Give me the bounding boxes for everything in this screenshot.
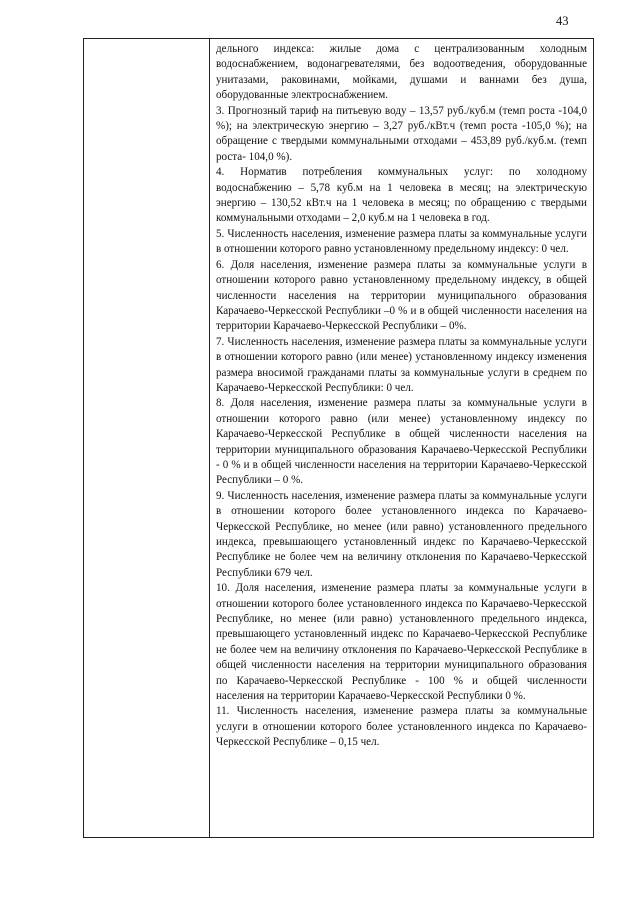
paragraph-6-share-equal-index: 6. Доля населения, изменение размера платы за коммунальные услуги в отношении которого равно установленному предельному индексу, в общей численности населения на территории муниципального образования Карачаево-Черкесской Республики –0 % и в общей численности населения на территории Карачаево-Черкесской Республики – 0%. (216, 258, 587, 333)
paragraph-9-population-above-index: 9. Численность населения, изменение размера платы за коммунальные услуги в отношении которого более установленного индекса по Карачаево-Черкесской Республике, но менее (или равно) установленного предельного индекса, превышающего установленный индекс по Карачаево-Черкесской Республике не более чем на величину отклонения по Карачаево-Черкесской Республики 679 чел. (216, 489, 587, 579)
paragraph-7-population-average-index: 7. Численность населения, изменение размера платы за коммунальные услуги в отношении которого равно (или менее) установленному индексу изменения размера вносимой гражданами платы за коммунальные услуги в среднем по Карачаево-Черкесской Республики: 0 чел. (216, 335, 587, 394)
paragraph-5-population-equal-index: 5. Численность населения, изменение размера платы за коммунальные услуги в отношении которого равно установленному предельному индексу: 0 чел. (216, 227, 587, 256)
table-left-cell (84, 39, 210, 837)
table-right-cell (210, 39, 593, 837)
paragraph-continuation: дельного индекса: жилые дома с централизованным холодным водоснабжением, водонагревателями, без водоотведения, оборудованные унитазами, раковинами, мойками, душами и ваннами без душа, оборудованные электроснабжением. (216, 43, 587, 102)
document-table (83, 38, 594, 838)
paragraph-8-share-average-index: 8. Доля населения, изменение размера платы за коммунальные услуги в отношении которого равно (или менее) установленному индексу по Карачаево-Черкесской Республике в общей численности населения на территории муниципального образования Карачаево-Черкесской Республики - 0 % и в общей численности населения на территории Карачаево-Черкесской Республики – 0 %. (216, 397, 587, 487)
paragraph-4-consumption-norm: 4. Норматив потребления коммунальных услуг: по холодному водоснабжению – 5,78 куб.м на 1 человека в месяц; на электрическую энергию – 130,52 кВт.ч на 1 человека в месяц; по обращению с твердыми коммунальными отходами – 2,0 куб.м на 1 человека в год. (216, 166, 587, 225)
page-number: 43 (556, 14, 569, 28)
paragraph-3-forecast-tariff: 3. Прогнозный тариф на питьевую воду – 13,57 руб./куб.м (темп роста -104,0 %); на электрическую энергию – 3,27 руб./кВт.ч (темп роста -105,0 %); на обращение с твердыми коммунальными отходами – 453,89 руб./куб.м. (темп роста- 104,0 %). (216, 104, 587, 163)
paragraph-10-share-above-index: 10. Доля населения, изменение размера платы за коммунальные услуги в отношении которого более установленного индекса по Карачаево-Черкесской Республике, но менее (или равно) установленного предельного индекса, превышающего установленный индекс по Карачаево-Черкесской Республике не более чем на величину отклонения по Карачаево-Черкесской Республике в общей численности населения на территории муниципального образования по Карачаево-Черкесской Республике - 100 % и общей численности населения на территории Карачаево-Черкесской Республики 0 %. (216, 582, 587, 703)
paragraph-11-population-above-limit: 11. Численность населения, изменение размера платы за коммунальные услуги в отношении которого более установленного индекса по Карачаево-Черкесской Республике – 0,15 чел. (216, 705, 587, 749)
